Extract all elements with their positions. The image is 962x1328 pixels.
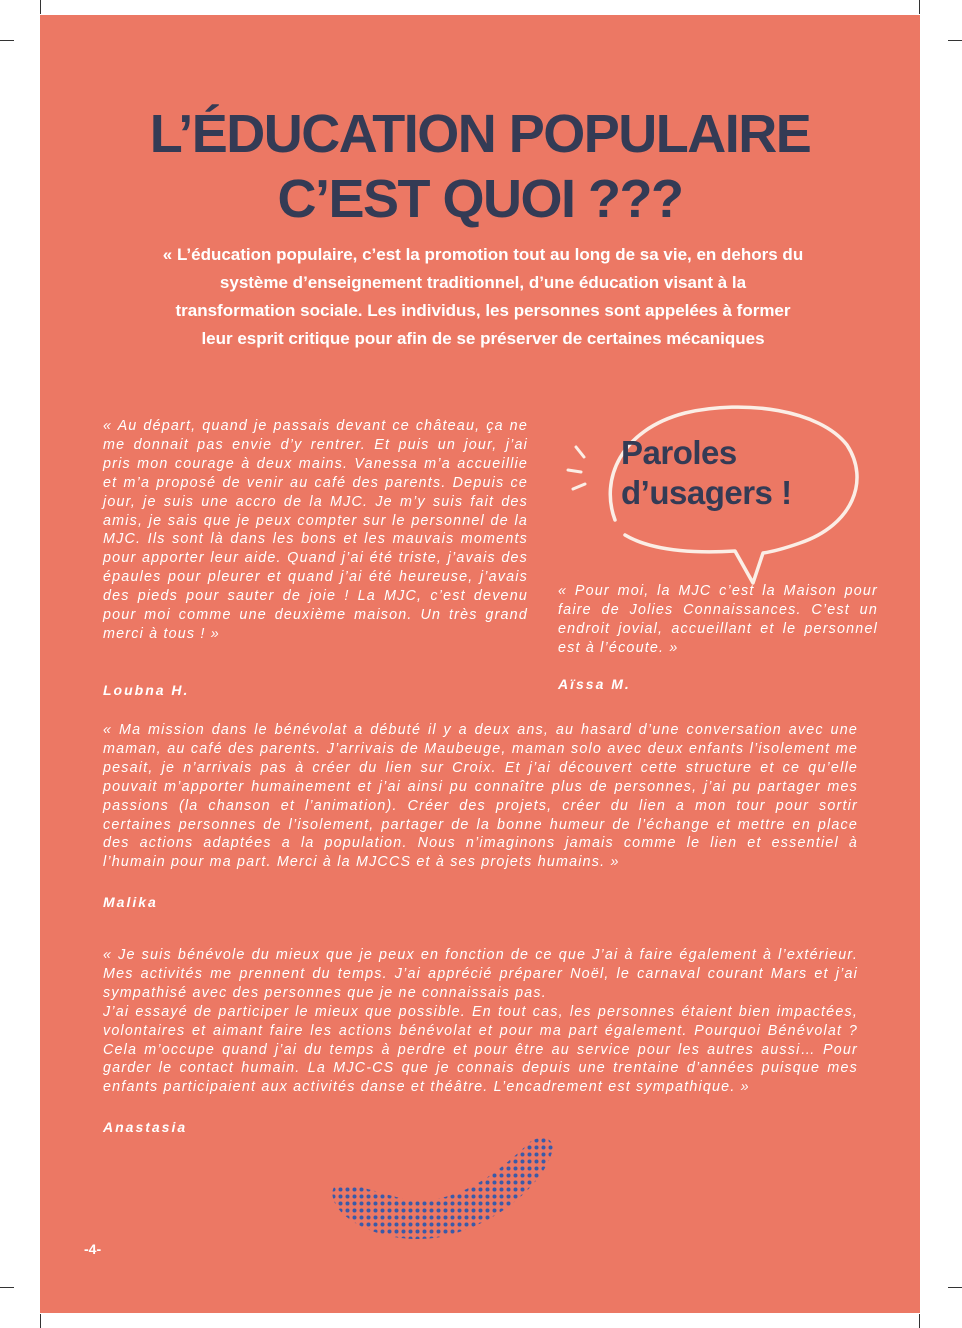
- crop-mark-right-bottom: [948, 1287, 962, 1288]
- intro-paragraph: « L’éducation populaire, c’est la promotion tout au long de sa vie, en dehors du système d’enseignement traditionnel, d’une éducation visant à la transformation sociale. Les individus, les personnes sont appelées à former leur esprit critique pour afin de se préserver de certaines mécaniques: [162, 245, 804, 348]
- crop-mark-left-top: [0, 40, 14, 41]
- page-title-line1: L’ÉDUCATION POPULAIRE: [149, 104, 811, 164]
- testimonial-text-1: « Au départ, quand je passais devant ce château, ça ne me donnait pas envie d’y rentrer. Et puis un jour, j’ai pris mon courage à deux mains. Vanessa m’a accueillie et m’a proposé de venir au café des parents. Depuis ce jour, je suis une accro de la MJC. Je m’y suis fait des amis, je sais que je peux compter sur le personnel de la MJC. Ils sont là dans les bons et les mauvais moments pour apporter leur aide. Quand j’ai été triste, j’avais des épaules pour pleurer et quand j’ai été heureuse, j’avais des pieds pour sauter de joie ! La MJC, c’est devenu pour moi comme une deuxième maison. Un très grand merci à tous ! »: [103, 418, 528, 642]
- testimonial-author-1: Loubna H.: [103, 682, 190, 698]
- page-number: -4-: [84, 1241, 102, 1257]
- crop-mark-right-top: [948, 40, 962, 41]
- crop-mark-bottom-left: [40, 1314, 41, 1328]
- page: [40, 15, 920, 1313]
- crop-mark-bottom-right: [919, 1314, 920, 1328]
- bubble-heading: [621, 433, 792, 513]
- testimonial-author-4: Anastasia: [103, 1119, 188, 1135]
- crop-mark-top-left: [40, 0, 41, 14]
- testimonial-author-2: Aïssa M.: [558, 676, 631, 692]
- bubble-line-1: Paroles: [621, 434, 737, 471]
- bubble-line-2: d’usagers !: [621, 474, 792, 511]
- testimonial-text-4: « Je suis bénévole du mieux que je peux en fonction de ce que J’ai à faire également à l’extérieur. Mes activités me prennent du temps. J’ai apprécié préparer Noël, le carnaval courant Mars et j’ai sympathisé avec des personnes que je ne connaissais pas. J’ai essayé de participer le mieux que possible. En tout cas, les personnes étaient bien impactées, volontaires et aimant faire les actions bénévolat et pour ma part également. Pourquoi Bénévolat ? Cela m’occupe quand j’ai du temps à perdre et pour être au service pour les autres aussi… Pour garder le contact humain. La MJC-CS que je connais depuis une trentaine d’années puisque mes enfants participaient aux activités danse et théâtre. L’encadrement est sympathique. »: [103, 947, 858, 1096]
- testimonial-text-2: « Pour moi, la MJC c’est la Maison pour faire de Jolies Connaissances. C’est un endroit jovial, accueillant et le personnel est à l’écoute. »: [558, 583, 878, 656]
- dotted-swoosh-decoration: [330, 1130, 570, 1250]
- crop-mark-left-bottom: [0, 1287, 14, 1288]
- crop-mark-top-right: [919, 0, 920, 14]
- testimonial-text-3: « Ma mission dans le bénévolat a débuté il y a deux ans, au hasard d’une conversation avec une maman, au café des parents. J’arrivais de Maubeuge, maman solo avec deux enfants l’isolement me pesait, je n’arrivais pas à créer du lien sur Croix. Et j’ai découvert cette structure et ce qu’elle pouvait m’apporter humainement et j’ai ainsi pu connaître plus de personnes, j’ai pu partager mes passions (la chanson et l’animation). Créer des projets, créer du lien a mon tour pour sortir certaines personnes de l’isolement, partager de la bonne humeur de l’échange et mettre en place des actions adaptées a la population. Nous n’imaginons jamais comme le lien et essentiel à l’humain pour ma part. Merci à la MJCCS et à ses projets humains. »: [103, 722, 858, 871]
- page-title-line2: C’EST QUOI ???: [277, 169, 683, 229]
- testimonial-author-3: Malika: [103, 894, 158, 910]
